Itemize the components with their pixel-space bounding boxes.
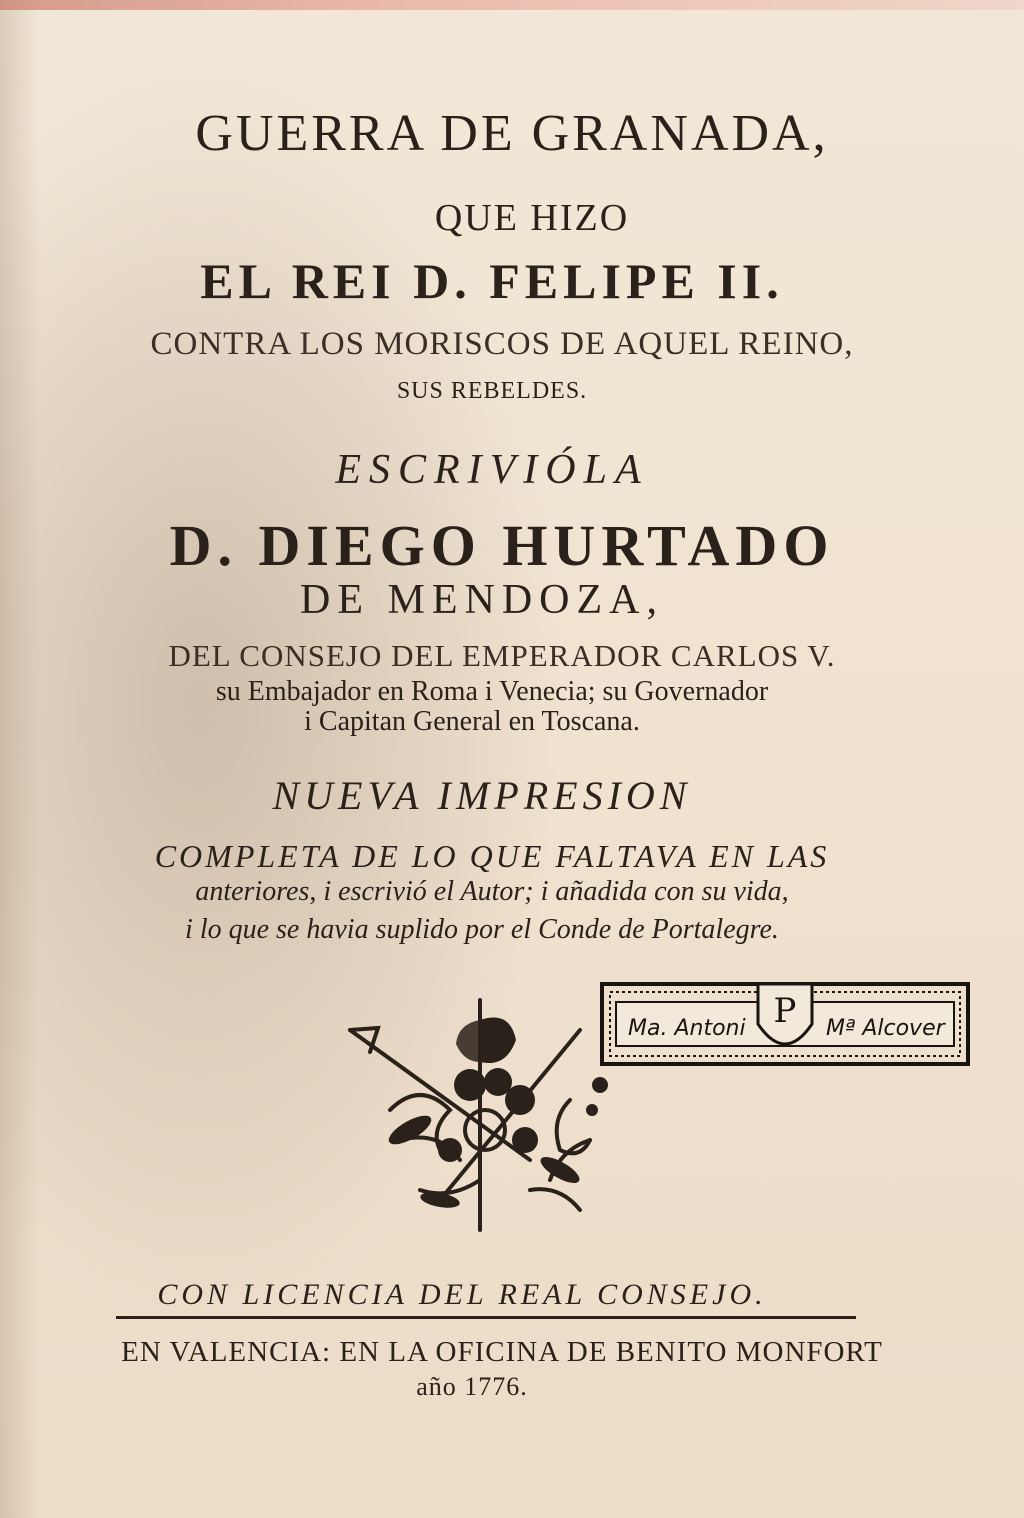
- page-edge: [0, 0, 1024, 10]
- book-title: GUERRA DE GRANADA,: [195, 105, 829, 162]
- escriviola-heading: ESCRIVIÓLA: [335, 447, 649, 493]
- author-surname: DE MENDOZA,: [300, 577, 664, 623]
- ownership-stamp: [598, 978, 972, 1070]
- imprint-year: año 1776.: [416, 1372, 528, 1401]
- author-role-capitan: i Capitan General en Toscana.: [304, 706, 640, 737]
- author-role-embajador: su Embajador en Roma i Venecia; su Governador: [215, 676, 769, 707]
- stamp-owner-last: Mª Alcover: [826, 1016, 945, 1041]
- edition-line-3: i lo que se havia suplido por el Conde de Portalegre.: [185, 914, 779, 945]
- license-line: CON LICENCIA DEL REAL CONSEJO.: [157, 1278, 767, 1311]
- subtitle-sus-rebeldes: SUS REBELDES.: [396, 378, 588, 404]
- author-name: D. DIEGO HURTADO: [169, 513, 835, 578]
- edition-heading: NUEVA IMPRESION: [272, 773, 692, 818]
- imprint-line: EN VALENCIA: EN LA OFICINA DE BENITO MONFORT: [121, 1336, 883, 1368]
- divider-rule: [116, 1316, 856, 1319]
- subtitle-contra: CONTRA LOS MORISCOS DE AQUEL REINO,: [150, 326, 854, 362]
- edition-line-2: anteriores, i escrivió el Autor; i añadida con su vida,: [195, 876, 789, 907]
- subtitle-rei: EL REI D. FELIPE II.: [200, 253, 784, 309]
- edition-line-1: COMPLETA DE LO QUE FALTAVA EN LAS: [154, 838, 830, 874]
- stamp-owner-first: Ma. Antoni: [628, 1016, 746, 1041]
- author-role-consejo: DEL CONSEJO DEL EMPERADOR CARLOS V.: [168, 638, 836, 673]
- svg-text:P: P: [773, 991, 797, 1031]
- subtitle-que-hizo: QUE HIZO: [434, 197, 630, 239]
